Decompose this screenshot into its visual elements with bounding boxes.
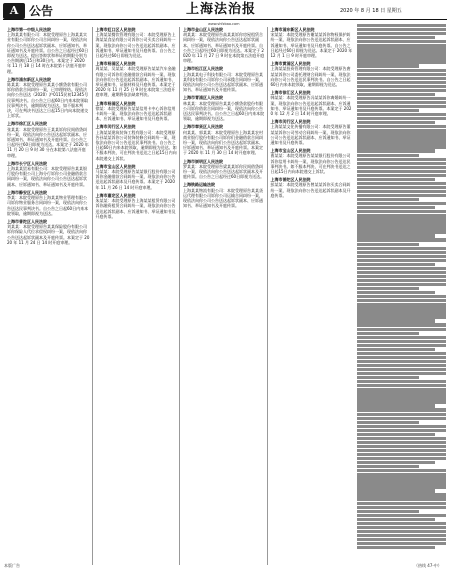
sidebar-text-line — [357, 97, 446, 100]
sidebar-text-line — [357, 360, 446, 363]
sidebar-text-line — [357, 477, 446, 480]
newspaper-logo-icon: A — [3, 3, 25, 19]
sidebar-text-line — [357, 238, 446, 241]
notice-court: 上海市静安区人民法院 — [7, 189, 47, 195]
sidebar-text-line — [357, 101, 446, 104]
notice-entry — [268, 61, 356, 90]
notice-court: 上海市金山区人民法院 — [183, 27, 223, 32]
notice-body: 上海某某有限公司：本院受理原告上海某某实业有限公司诉你公司合同纠纷一案，现依法向你公司公告送达起诉状副本、应诉通知书、举证通知书及开庭传票。自公告之日起经过60日即视为送达。提出答辩状和举证的期限分别为公告期满后15日和30日内。本案定于 2020 年 11 月 18 日 14 时在本院第十法庭开庭审理。 — [7, 32, 89, 74]
notice-column — [179, 27, 268, 565]
sidebar-text-line — [357, 336, 446, 339]
sidebar-text-line — [357, 226, 446, 229]
sidebar-text-line — [357, 125, 446, 128]
sidebar-text-line — [357, 234, 435, 237]
sidebar-text-line — [357, 457, 446, 460]
sidebar-text-line — [357, 352, 446, 355]
notice-entry — [180, 66, 268, 95]
sidebar-text-line — [357, 186, 446, 189]
notice-court: 上海市第一中级人民法院 — [7, 27, 51, 32]
sidebar-text-line — [357, 251, 446, 254]
sidebar-text-line — [357, 514, 446, 517]
sidebar-text-line — [357, 154, 419, 157]
notice-entry — [268, 90, 356, 119]
sidebar-text-line — [357, 534, 446, 537]
sidebar-text-line — [357, 117, 446, 120]
sidebar-text-line — [357, 413, 446, 416]
sidebar-text-line — [357, 453, 446, 456]
sidebar-text-line — [357, 60, 446, 63]
sidebar-text-line — [357, 538, 446, 541]
sidebar-text-line — [357, 190, 446, 193]
notice-body: 张某某：本院受理原告王某某诉你民间借贷纠纷一案，现依法向你公告送达起诉状副本、应诉通知书、举证通知书及开庭传票。自公告之日起经过60日即视为送达。本案定于 2020 年 11 月 20 日 9 时 30 分在本院第八法庭开庭审理。 — [7, 126, 89, 158]
notice-entry — [4, 190, 92, 219]
sidebar-text-line — [357, 222, 446, 225]
sidebar-text-line — [357, 461, 435, 464]
sidebar-text-line — [357, 267, 446, 270]
sidebar-text-line — [357, 85, 446, 88]
sidebar-text-line — [357, 149, 435, 152]
sidebar-text-line — [357, 194, 446, 197]
notice-entry — [93, 164, 181, 193]
sidebar-text-line — [357, 392, 446, 395]
notice-court: 上海市普陀区人民法院 — [7, 218, 47, 224]
notice-court: 上海市奉贤区人民法院 — [183, 124, 223, 130]
notice-court: 上海市宝山区人民法院 — [270, 148, 311, 154]
notice-body: 曹某某：本院受理原告某某银行股份有限公司诉你信用卡纠纷一案，现依法向你公告送达民事判决书。如不服本判决，可在判决书送达之日起15日内向本院递交上诉状。 — [270, 153, 351, 175]
sidebar-text-line — [357, 218, 446, 221]
sidebar-text-line — [357, 469, 446, 472]
sidebar-text-line — [357, 376, 419, 379]
sidebar-text-line — [357, 400, 446, 403]
issue-date: 2020 年 8 月 18 日 星期五 — [340, 8, 402, 14]
notice-body: 徐某：本院受理原告某某信用卡中心诉你信用卡纠纷一案，现依法向你公告送达起诉状副本、应诉通知书、举证通知书及开庭传票。 — [95, 105, 176, 122]
notice-court: 上海市松江区人民法院 — [183, 66, 223, 72]
notice-court: 上海市浦东新区人民法院 — [270, 27, 315, 32]
sidebar-text-line — [357, 178, 435, 181]
sidebar-text-line — [357, 307, 446, 310]
sidebar-text-line — [357, 372, 446, 375]
sidebar-text-line — [357, 445, 446, 448]
notice-entry — [268, 27, 356, 61]
sidebar-text-line — [357, 210, 446, 213]
notice-column — [267, 27, 356, 565]
sidebar-text-line — [357, 279, 446, 282]
sidebar-text-line — [357, 121, 435, 124]
sidebar-text-line — [357, 32, 446, 35]
sidebar-text-line — [357, 348, 435, 351]
notice-court: 上海市杨浦区人民法院 — [95, 100, 136, 106]
sidebar-text-line — [357, 69, 446, 72]
sidebar-text-line — [357, 247, 446, 250]
sidebar-text-line — [357, 364, 446, 367]
notice-court: 上海市杨浦区人民法院 — [95, 61, 136, 67]
sidebar-text-line — [357, 489, 435, 492]
sidebar-text-line — [357, 174, 446, 177]
sidebar-text-line — [357, 44, 446, 47]
notice-entry — [93, 124, 181, 163]
sidebar-text-line — [357, 133, 446, 136]
sidebar-text-line — [357, 141, 446, 144]
sidebar-text-line — [357, 28, 446, 31]
sidebar-text-line — [357, 182, 446, 185]
notice-court: 上海市崇明区人民法院 — [183, 158, 223, 164]
notice-body: 上海某某餐饮管理有限公司：本院受理原告上海某某食品有限公司诉你公司买卖合同纠纷一案，现依法向你公司公告送达起诉状副本、应诉通知书、举证通知书及开庭传票。自公告之日起经过60日即视为送达。 — [95, 32, 176, 59]
notice-entry — [93, 101, 181, 125]
sidebar-text-line — [357, 356, 446, 359]
sidebar-text-line — [357, 323, 446, 326]
notice-body: 马某某：本院受理原告某某银行股份有限公司诉你金融借款合同纠纷一案，现依法向你公告送达起诉状副本及开庭传票。本案定于 2020 年 11 月 26 日 14 时开庭审理。 — [95, 169, 176, 190]
sidebar-text-line — [357, 287, 419, 290]
notice-entry — [180, 95, 268, 124]
notice-body: 彭某某：本院受理原告曾某某诉你买卖合同纠纷一案，现依法向你公告送达起诉状副本及开庭传票。 — [270, 182, 351, 198]
sidebar-text-line — [357, 506, 446, 509]
sidebar-text-line — [357, 408, 446, 411]
notice-body: 周某某、吴某某：本院受理原告某某汽车金融有限公司诉你们金融借款合同纠纷一案，现依法向你们公告送达起诉状副本、应诉通知书、举证通知书、证据材料及开庭传票。本案定于 2020 年 11 月 25 日 9 时在本院第三法庭开庭审理，逾期将依法缺席判决。 — [95, 66, 176, 98]
notice-court: 上海市浦东新区人民法院 — [7, 76, 51, 82]
sidebar-text-line — [357, 493, 446, 496]
sidebar-text-line — [357, 52, 446, 55]
sidebar-text-line — [357, 518, 435, 521]
sidebar-text-line — [357, 263, 435, 266]
notice-court: 上海市长宁区人民法院 — [7, 160, 47, 166]
sidebar-text-line — [357, 109, 419, 112]
sidebar-text-line — [357, 425, 446, 428]
notice-columns — [4, 27, 354, 565]
sidebar-text-line — [357, 291, 435, 294]
sidebar-text-line — [357, 202, 446, 205]
sidebar-text-line — [357, 158, 446, 161]
sidebar-text-line — [357, 311, 446, 314]
sidebar-text-line — [357, 319, 435, 322]
notice-entry — [4, 219, 92, 248]
masthead: 上海法治报 — [186, 2, 257, 17]
notice-body: 刘某某：本院受理原告某某保险股份有限公司诉你保险人代位求偿权纠纷一案，现依法向你公告送达起诉状副本及开庭传票。本案定于 2020 年 11 月 24 日 14 时开庭审理。 — [7, 224, 90, 245]
sidebar-text-line — [357, 344, 446, 347]
sidebar-text-line — [357, 433, 435, 436]
sidebar-text-line — [357, 546, 435, 549]
notice-entry — [93, 193, 181, 222]
sidebar-text-line — [357, 255, 446, 258]
sidebar-text-line — [357, 105, 446, 108]
notice-body: 林某某：本院受理原告某某小额贷款股份有限公司诉你借款合同纠纷一案，现依法向你公告送达民事判决书。自公告之日起60日内来本院领取，逾期即视为送达。 — [183, 100, 265, 122]
sidebar-text-line — [357, 36, 435, 39]
notice-body: 上海某某贸易有限公司：本院受理原告某某银行股份有限公司上海分行诉你公司金融借款合同纠纷一案，现依法向你公司公告送达起诉状副本、应诉通知书、举证通知书及开庭传票。 — [7, 166, 87, 187]
sidebar-text-line — [357, 481, 446, 484]
sidebar-text-line — [357, 441, 446, 444]
sidebar-text-line — [357, 473, 446, 476]
sidebar-text-line — [357, 283, 446, 286]
sidebar-text-line — [357, 465, 419, 468]
footer-right: （热线 47-中） — [414, 563, 442, 568]
notice-court: 上海市闵行区人民法院 — [95, 124, 136, 130]
notice-body: 罗某某：本院受理原告梁某某诉你民间借贷纠纷一案，现依法向你公告送达起诉状副本及开庭传票。自公告之日起经过60日即视为送达。 — [183, 163, 265, 180]
notice-entry — [180, 27, 268, 66]
sidebar-text-line — [357, 530, 446, 533]
sidebar-text-line — [357, 24, 446, 27]
notice-entry — [180, 124, 268, 158]
sidebar-text-line — [357, 526, 446, 529]
sidebar-text-line — [357, 259, 446, 262]
notice-body: 上海某某电子科技有限公司：本院受理原告某某科技有限公司诉你公司承揽合同纠纷一案，现依法向你公司公告送达起诉状副本、应诉通知书、举证通知书及开庭传票。 — [183, 71, 263, 93]
notice-body: 陈某某：本院受理原告某某小额贷款有限公司诉你借款合同纠纷一案，已审理终结。现依法向你公告送达（2020）沪0115民初12345号民事判决书。自公告之日起60日内来本院领取民事判决书，逾期即视为送达。如不服本判决，可在判决书送达之日起15日内向本院递交上诉状。 — [7, 82, 89, 119]
sidebar-text-line — [357, 497, 446, 500]
right-sidebar-text — [357, 24, 446, 564]
sidebar-text-line — [357, 522, 446, 525]
notice-entry — [4, 121, 92, 160]
sidebar-text-line — [357, 93, 435, 96]
notice-column — [4, 27, 92, 565]
sidebar-text-line — [357, 380, 446, 383]
sidebar-text-line — [357, 243, 419, 246]
sidebar-text-line — [357, 56, 446, 59]
notice-body: 李某：本院受理原告上海某某物业管理有限公司诉你物业服务合同纠纷一案，现依法向你公告送达民事判决书。自公告之日起60日内来本院领取，逾期即视为送达。 — [7, 195, 89, 216]
sidebar-text-line — [357, 295, 446, 298]
notice-body: 上海某某物流有限公司：本院受理原告某某货运代理有限公司诉你公司运输合同纠纷一案，现依法向你公司公告送达起诉状副本、应诉通知书、举证通知书及开庭传票。 — [183, 187, 263, 209]
sidebar-text-line — [357, 510, 419, 513]
notice-entry — [93, 61, 181, 100]
sidebar-text-line — [357, 166, 446, 169]
sidebar-text-line — [357, 437, 446, 440]
notice-body: 何某某、郭某某：本院受理原告上海某某农村商业银行股份有限公司诉你们金融借款合同纠纷一案，现依法向你们公告送达起诉状副本、应诉通知书、举证通知书及开庭传票。本案定于 2020 年 11 月 30 日 14 时开庭审理。 — [183, 129, 263, 156]
sidebar-text-line — [357, 198, 419, 201]
sidebar-text-line — [357, 81, 446, 84]
notice-entry — [4, 161, 92, 190]
sidebar-text-line — [357, 388, 446, 391]
sidebar-text-line — [357, 328, 446, 331]
sidebar-text-line — [357, 137, 446, 140]
notice-entry — [4, 27, 92, 77]
sidebar-text-line — [357, 384, 446, 387]
notice-court: 上海市虹口区人民法院 — [95, 27, 136, 32]
sidebar-text-line — [357, 77, 446, 80]
sidebar-text-line — [357, 170, 446, 173]
sidebar-text-line — [357, 275, 446, 278]
notice-body: 上海某某投资管理有限公司：本院受理原告唐某某诉你公司委托理财合同纠纷一案，现依法向你公司公告送达民事判决书。自公告之日起60日内来本院领取，逾期即视为送达。 — [270, 66, 351, 88]
notice-body: 韩某某：本院受理原告冯某某诉你离婚纠纷一案，现依法向你公告送达起诉状副本、应诉通知书、举证通知书及开庭传票。本案定于 2020 年 12 月 2 日 14 时开庭审理。 — [270, 95, 352, 117]
sidebar-text-line — [357, 129, 446, 132]
notice-court: 上海市青浦区人民法院 — [183, 95, 223, 101]
section-title: 公告 — [29, 4, 54, 18]
sidebar-text-line — [357, 429, 446, 432]
notice-court: 上海市徐汇区人民法院 — [270, 90, 311, 96]
notice-entry — [268, 148, 356, 177]
notice-entry — [93, 27, 181, 61]
header-rule — [3, 19, 447, 20]
sidebar-text-line — [357, 396, 446, 399]
notice-entry — [268, 177, 356, 201]
notice-entry — [180, 159, 268, 183]
sidebar-text-line — [357, 162, 446, 165]
sidebar-text-line — [357, 40, 446, 43]
sidebar-text-line — [357, 64, 419, 67]
sidebar-text-line — [357, 542, 446, 545]
sidebar-text-line — [357, 332, 419, 335]
sidebar-text-line — [357, 485, 446, 488]
sidebar-text-line — [357, 421, 419, 424]
footer-left: 本版广告 — [4, 563, 20, 568]
notice-entry — [4, 77, 92, 122]
notice-body: 上海某某建筑装饰工程有限公司：本院受理原告孙某某诉你公司装饰装修合同纠纷一案，现依法向你公司公告送达民事判决书。自公告之日起60日内来本院领取，逾期即视为送达。如不服本判决，可在判决书送达之日起15日内向本院递交上诉状。 — [95, 129, 177, 161]
notice-court: 上海市宝山区人民法院 — [95, 163, 136, 169]
notice-court: 上海市闵行区人民法院 — [270, 119, 311, 125]
sidebar-text-line — [357, 315, 446, 318]
sidebar-text-line — [357, 368, 446, 371]
sidebar-text-line — [357, 340, 446, 343]
sidebar-text-line — [357, 73, 446, 76]
notice-entry — [180, 182, 268, 211]
sidebar-text-line — [357, 206, 435, 209]
notice-entry — [268, 119, 356, 148]
sidebar-text-line — [357, 303, 446, 306]
notice-body: 胡某某：本院受理原告高某某诉你房屋租赁合同纠纷一案，现依法向你公告送达起诉状副本、应诉通知书、举证通知书及开庭传票。自公告之日起经过60日即视为送达。本案定于 2020 年 11 月 27 日 9 时在本院第五法庭开庭审理。 — [183, 32, 265, 64]
sidebar-text-line — [357, 145, 446, 148]
notice-column — [92, 27, 181, 565]
site-url: www.shfzbao.com — [208, 22, 240, 26]
sidebar-text-line — [357, 230, 446, 233]
notice-court: 上海市嘉定区人民法院 — [95, 192, 136, 198]
notice-court: 上海市徐汇区人民法院 — [7, 121, 47, 127]
sidebar-text-line — [357, 449, 446, 452]
notice-body: 上海某某文化传播有限公司：本院受理原告董某某诉你公司劳动合同纠纷一案，现依法向你公司公告送达起诉状副本、应诉通知书、举证通知书及开庭传票。 — [270, 124, 351, 146]
sidebar-text-line — [357, 502, 446, 505]
sidebar-text-line — [357, 271, 446, 274]
sidebar-text-line — [357, 214, 446, 217]
notice-court: 上海铁路运输法院 — [183, 182, 215, 188]
notice-court: 上海市黄浦区人民法院 — [270, 61, 311, 67]
notice-body: 宋某某：本院受理原告谢某某诉你物权保护纠纷一案，现依法向你公告送达起诉状副本、应诉通知书、举证通知书及开庭传票。自公告之日起经过60日即视为送达。本案定于 2020 年 12 月 1 日 9 时开庭审理。 — [270, 32, 353, 59]
page-header — [0, 0, 450, 22]
sidebar-text-line — [357, 48, 446, 51]
notice-court: 上海市普陀区人民法院 — [270, 177, 311, 183]
notice-body: 朱某某：本院受理原告上海某某租赁有限公司诉你融资租赁合同纠纷一案，现依法向你公告送达起诉状副本、应诉通知书、举证通知书及开庭传票。 — [95, 198, 176, 219]
sidebar-text-line — [357, 417, 446, 420]
sidebar-text-line — [357, 299, 446, 302]
sidebar-text-line — [357, 89, 446, 92]
sidebar-text-line — [357, 113, 446, 116]
sidebar-text-line — [357, 404, 435, 407]
